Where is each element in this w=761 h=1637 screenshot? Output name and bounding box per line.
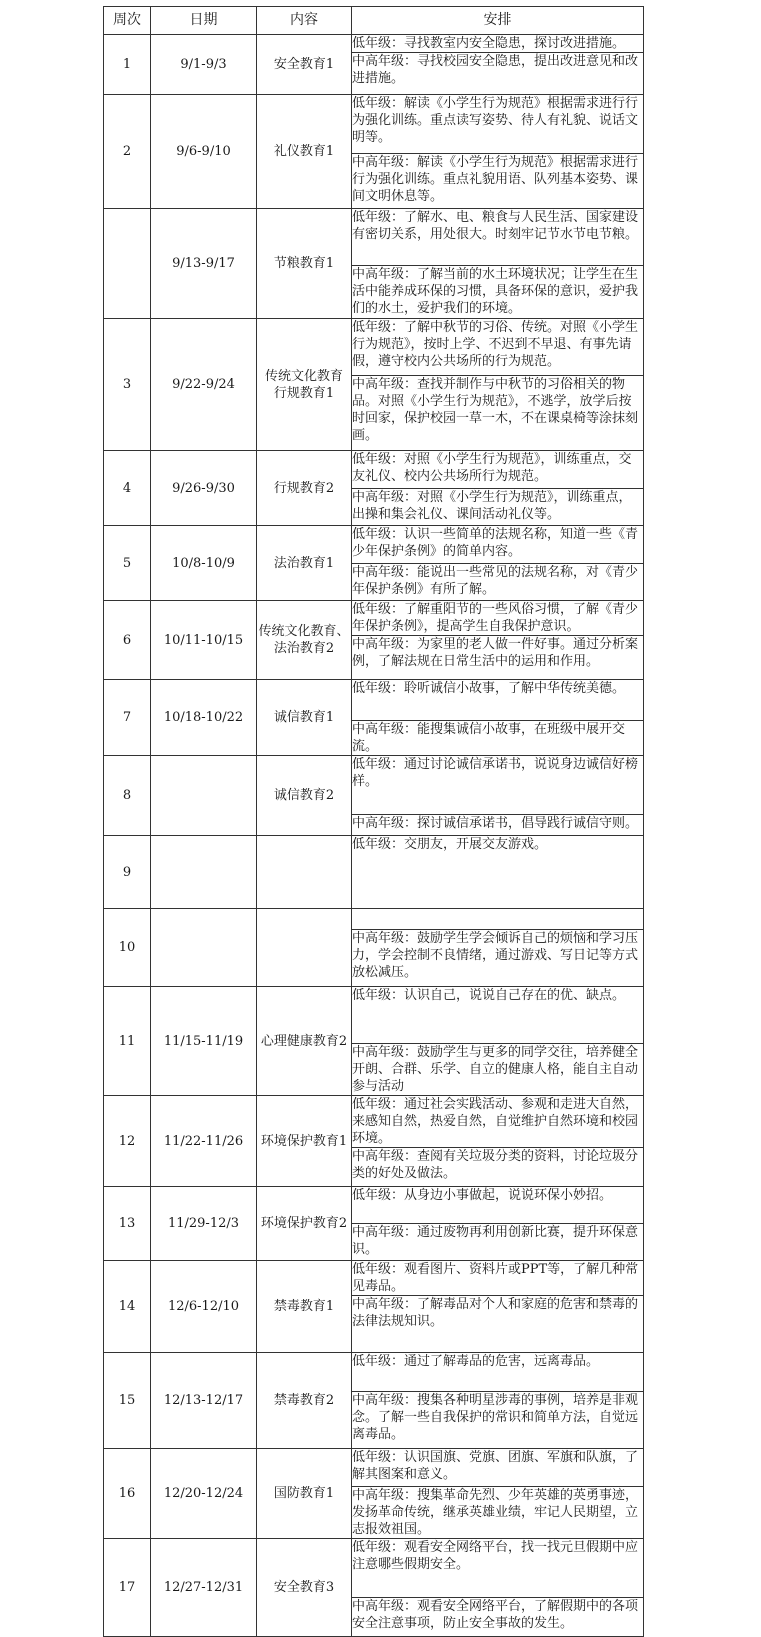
week-cell: 14 — [104, 1261, 151, 1353]
table-row — [104, 601, 644, 636]
week-cell: 16 — [104, 1449, 151, 1539]
table-row — [104, 1449, 644, 1487]
content-cell: 法治教育1 — [257, 526, 352, 601]
low-grade-cell: 低年级：寻找教室内安全隐患，探讨改进措施。 — [352, 35, 644, 53]
low-grade-cell: 低年级：了解中秋节的习俗、传统。对照《小学生行为规范》，按时上学、不迟到不早退、有事先请假，遵守校内公共场所的行为规范。 — [352, 319, 644, 376]
header-date: 日期 — [151, 7, 257, 35]
week-cell: 15 — [104, 1353, 151, 1449]
week-cell: 7 — [104, 680, 151, 756]
content-cell: 诚信教育2 — [257, 756, 352, 836]
header-week: 周次 — [104, 7, 151, 35]
week-cell: 4 — [104, 451, 151, 526]
mid-grade-cell: 中高年级：为家里的老人做一件好事。通过分析案例，了解法规在日常生活中的运用和作用。 — [352, 636, 644, 680]
content-cell: 环境保护教育1 — [257, 1096, 352, 1187]
table-row — [104, 756, 644, 815]
low-grade-cell: 低年级：认识一些简单的法规名称，知道一些《青少年保护条例》的简单内容。 — [352, 526, 644, 564]
mid-grade-cell: 中高年级：鼓励学生学会倾诉自己的烦恼和学习压力，学会控制不良情绪，通过游戏、写日记等方式放松减压。 — [352, 930, 644, 987]
mid-grade-cell: 中高年级：寻找校园安全隐患，提出改进意见和改进措施。 — [352, 53, 644, 95]
header-arrangement: 安排 — [352, 7, 644, 35]
date-cell: 12/27-12/31 — [151, 1539, 257, 1637]
content-cell: 安全教育1 — [257, 35, 352, 95]
content-cell: 环境保护教育2 — [257, 1187, 352, 1261]
mid-grade-cell: 中高年级：搜集各种明星涉毒的事例，培养是非观念。了解一些自我保护的常识和简单方法，自觉远离毒品。 — [352, 1392, 644, 1449]
week-cell: 13 — [104, 1187, 151, 1261]
content-cell: 行规教育2 — [257, 451, 352, 526]
mid-grade-cell: 中高年级：对照《小学生行为规范》，训练重点，出操和集会礼仪、课间活动礼仪等。 — [352, 489, 644, 526]
date-cell: 9/13-9/17 — [151, 209, 257, 319]
low-grade-cell: 低年级：通过了解毒品的危害，远离毒品。 — [352, 1353, 644, 1392]
week-cell: 2 — [104, 95, 151, 209]
low-grade-cell: 低年级：认识自己，说说自己存在的优、缺点。 — [352, 987, 644, 1044]
content-cell: 诚信教育1 — [257, 680, 352, 756]
low-grade-cell: 低年级：观看图片、资料片或PPT等，了解几种常见毒品。 — [352, 1261, 644, 1296]
date-cell: 9/1-9/3 — [151, 35, 257, 95]
mid-grade-cell: 中高年级：了解毒品对个人和家庭的危害和禁毒的法律法规知识。 — [352, 1296, 644, 1353]
low-grade-cell: 低年级：观看安全网络平台，找一找元旦假期中应注意哪些假期安全。 — [352, 1539, 644, 1598]
header-row — [104, 7, 644, 35]
low-grade-cell: 低年级：聆听诚信小故事，了解中华传统美德。 — [352, 680, 644, 721]
mid-grade-cell: 中高年级：了解当前的水土环境状况；让学生在生活中能养成环保的习惯，具备环保的意识，爱护我们的水土，爱护我们的环境。 — [352, 266, 644, 319]
week-cell: 8 — [104, 756, 151, 836]
date-cell: 9/22-9/24 — [151, 319, 257, 451]
date-cell: 9/6-9/10 — [151, 95, 257, 209]
date-cell — [151, 909, 257, 987]
week-cell: 6 — [104, 601, 151, 680]
mid-grade-cell: 中高年级：观看安全网络平台，了解假期中的各项安全注意事项，防止安全事故的发生。 — [352, 1598, 644, 1637]
content-cell: 国防教育1 — [257, 1449, 352, 1539]
low-grade-cell: 低年级：从身边小事做起，说说环保小妙招。 — [352, 1187, 644, 1224]
mid-grade-cell: 中高年级：鼓励学生与更多的同学交往，培养健全开朗、合群、乐学、自立的健康人格，能自主自动参与活动 — [352, 1044, 644, 1096]
week-cell — [104, 209, 151, 319]
content-cell: 礼仪教育1 — [257, 95, 352, 209]
mid-grade-cell: 中高年级：查阅有关垃圾分类的资料，讨论垃圾分类的好处及做法。 — [352, 1148, 644, 1187]
low-grade-cell: 低年级：对照《小学生行为规范》，训练重点，交友礼仪、校内公共场所行为规范。 — [352, 451, 644, 489]
week-cell: 10 — [104, 909, 151, 987]
low-grade-cell: 低年级：了解重阳节的一些风俗习惯，了解《青少年保护条例》，提高学生自我保护意识。 — [352, 601, 644, 636]
table-row — [104, 451, 644, 489]
content-cell: 禁毒教育2 — [257, 1353, 352, 1449]
content-cell: 传统文化教育、法治教育2 — [257, 601, 352, 680]
table-row — [104, 1187, 644, 1224]
date-cell — [151, 836, 257, 909]
date-cell: 12/13-12/17 — [151, 1353, 257, 1449]
content-cell — [257, 909, 352, 987]
date-cell: 9/26-9/30 — [151, 451, 257, 526]
week-cell: 12 — [104, 1096, 151, 1187]
table-row — [104, 319, 644, 376]
header-content: 内容 — [257, 7, 352, 35]
mid-grade-cell: 中高年级：能搜集诚信小故事，在班级中展开交流。 — [352, 721, 644, 756]
table-row — [104, 680, 644, 721]
mid-grade-cell: 中高年级：查找并制作与中秋节的习俗相关的物品。对照《小学生行为规范》，不逃学，放学后按时回家，保护校园一草一木，不在课桌椅等涂抹刻画。 — [352, 376, 644, 451]
table-row — [104, 836, 644, 909]
low-grade-cell: 低年级：通过社会实践活动、参观和走进大自然，来感知自然，热爱自然，自觉维护自然环境和校园环境。 — [352, 1096, 644, 1148]
arrangement-cell: 低年级：通过讨论诚信承诺书，说说身边诚信好榜样。 — [352, 756, 644, 815]
low-grade-cell: 低年级：了解水、电、粮食与人民生活、国家建设有密切关系，用处很大。时刻牢记节水节电节粮。 — [352, 209, 644, 266]
content-cell — [257, 836, 352, 909]
table-row — [104, 1096, 644, 1148]
table-row — [104, 1353, 644, 1392]
mid-grade-cell: 低年级：交朋友，开展交友游戏。 — [352, 836, 644, 909]
content-cell: 传统文化教育 行规教育1 — [257, 319, 352, 451]
date-cell: 10/11-10/15 — [151, 601, 257, 680]
week-cell: 11 — [104, 987, 151, 1096]
date-cell: 10/18-10/22 — [151, 680, 257, 756]
date-cell: 12/20-12/24 — [151, 1449, 257, 1539]
date-cell: 11/15-11/19 — [151, 987, 257, 1096]
table-row — [104, 209, 644, 266]
date-cell: 11/29-12/3 — [151, 1187, 257, 1261]
low-grade-cell: 低年级：认识国旗、党旗、团旗、军旗和队旗，了解其图案和意义。 — [352, 1449, 644, 1487]
date-cell: 11/22-11/26 — [151, 1096, 257, 1187]
mid-grade-cell: 中高年级：解读《小学生行为规范》根据需求进行行为强化训练。重点礼貌用语、队列基本姿势、课间文明休息等。 — [352, 154, 644, 209]
low-grade-cell: 低年级：解读《小学生行为规范》根据需求进行行为强化训练。重点读写姿势、待人有礼貌、说话文明等。 — [352, 95, 644, 154]
date-cell: 10/8-10/9 — [151, 526, 257, 601]
week-cell: 9 — [104, 836, 151, 909]
content-cell: 安全教育3 — [257, 1539, 352, 1637]
content-cell: 心理健康教育2 — [257, 987, 352, 1096]
table-row — [104, 987, 644, 1044]
table-row — [104, 95, 644, 154]
week-cell: 5 — [104, 526, 151, 601]
week-cell: 3 — [104, 319, 151, 451]
schedule-table — [103, 6, 644, 1637]
mid-grade-cell: 中高年级：通过废物再利用创新比赛，提升环保意识。 — [352, 1224, 644, 1261]
low-grade-cell — [352, 909, 644, 930]
date-cell: 12/6-12/10 — [151, 1261, 257, 1353]
content-cell: 禁毒教育1 — [257, 1261, 352, 1353]
date-cell — [151, 756, 257, 836]
table-row — [104, 1539, 644, 1598]
week-cell: 1 — [104, 35, 151, 95]
mid-grade-cell: 中高年级：搜集革命先烈、少年英雄的英勇事迹，发扬革命传统，继承英雄业绩，牢记人民期望，立志报效祖国。 — [352, 1487, 644, 1539]
week-cell: 17 — [104, 1539, 151, 1637]
table-row — [104, 909, 644, 930]
content-cell: 节粮教育1 — [257, 209, 352, 319]
table-row — [104, 526, 644, 564]
low-grade-cell: 中高年级：探讨诚信承诺书，倡导践行诚信守则。 — [352, 815, 644, 836]
table-row — [104, 35, 644, 53]
mid-grade-cell: 中高年级：能说出一些常见的法规名称，对《青少年保护条例》有所了解。 — [352, 564, 644, 601]
table-row — [104, 1261, 644, 1296]
